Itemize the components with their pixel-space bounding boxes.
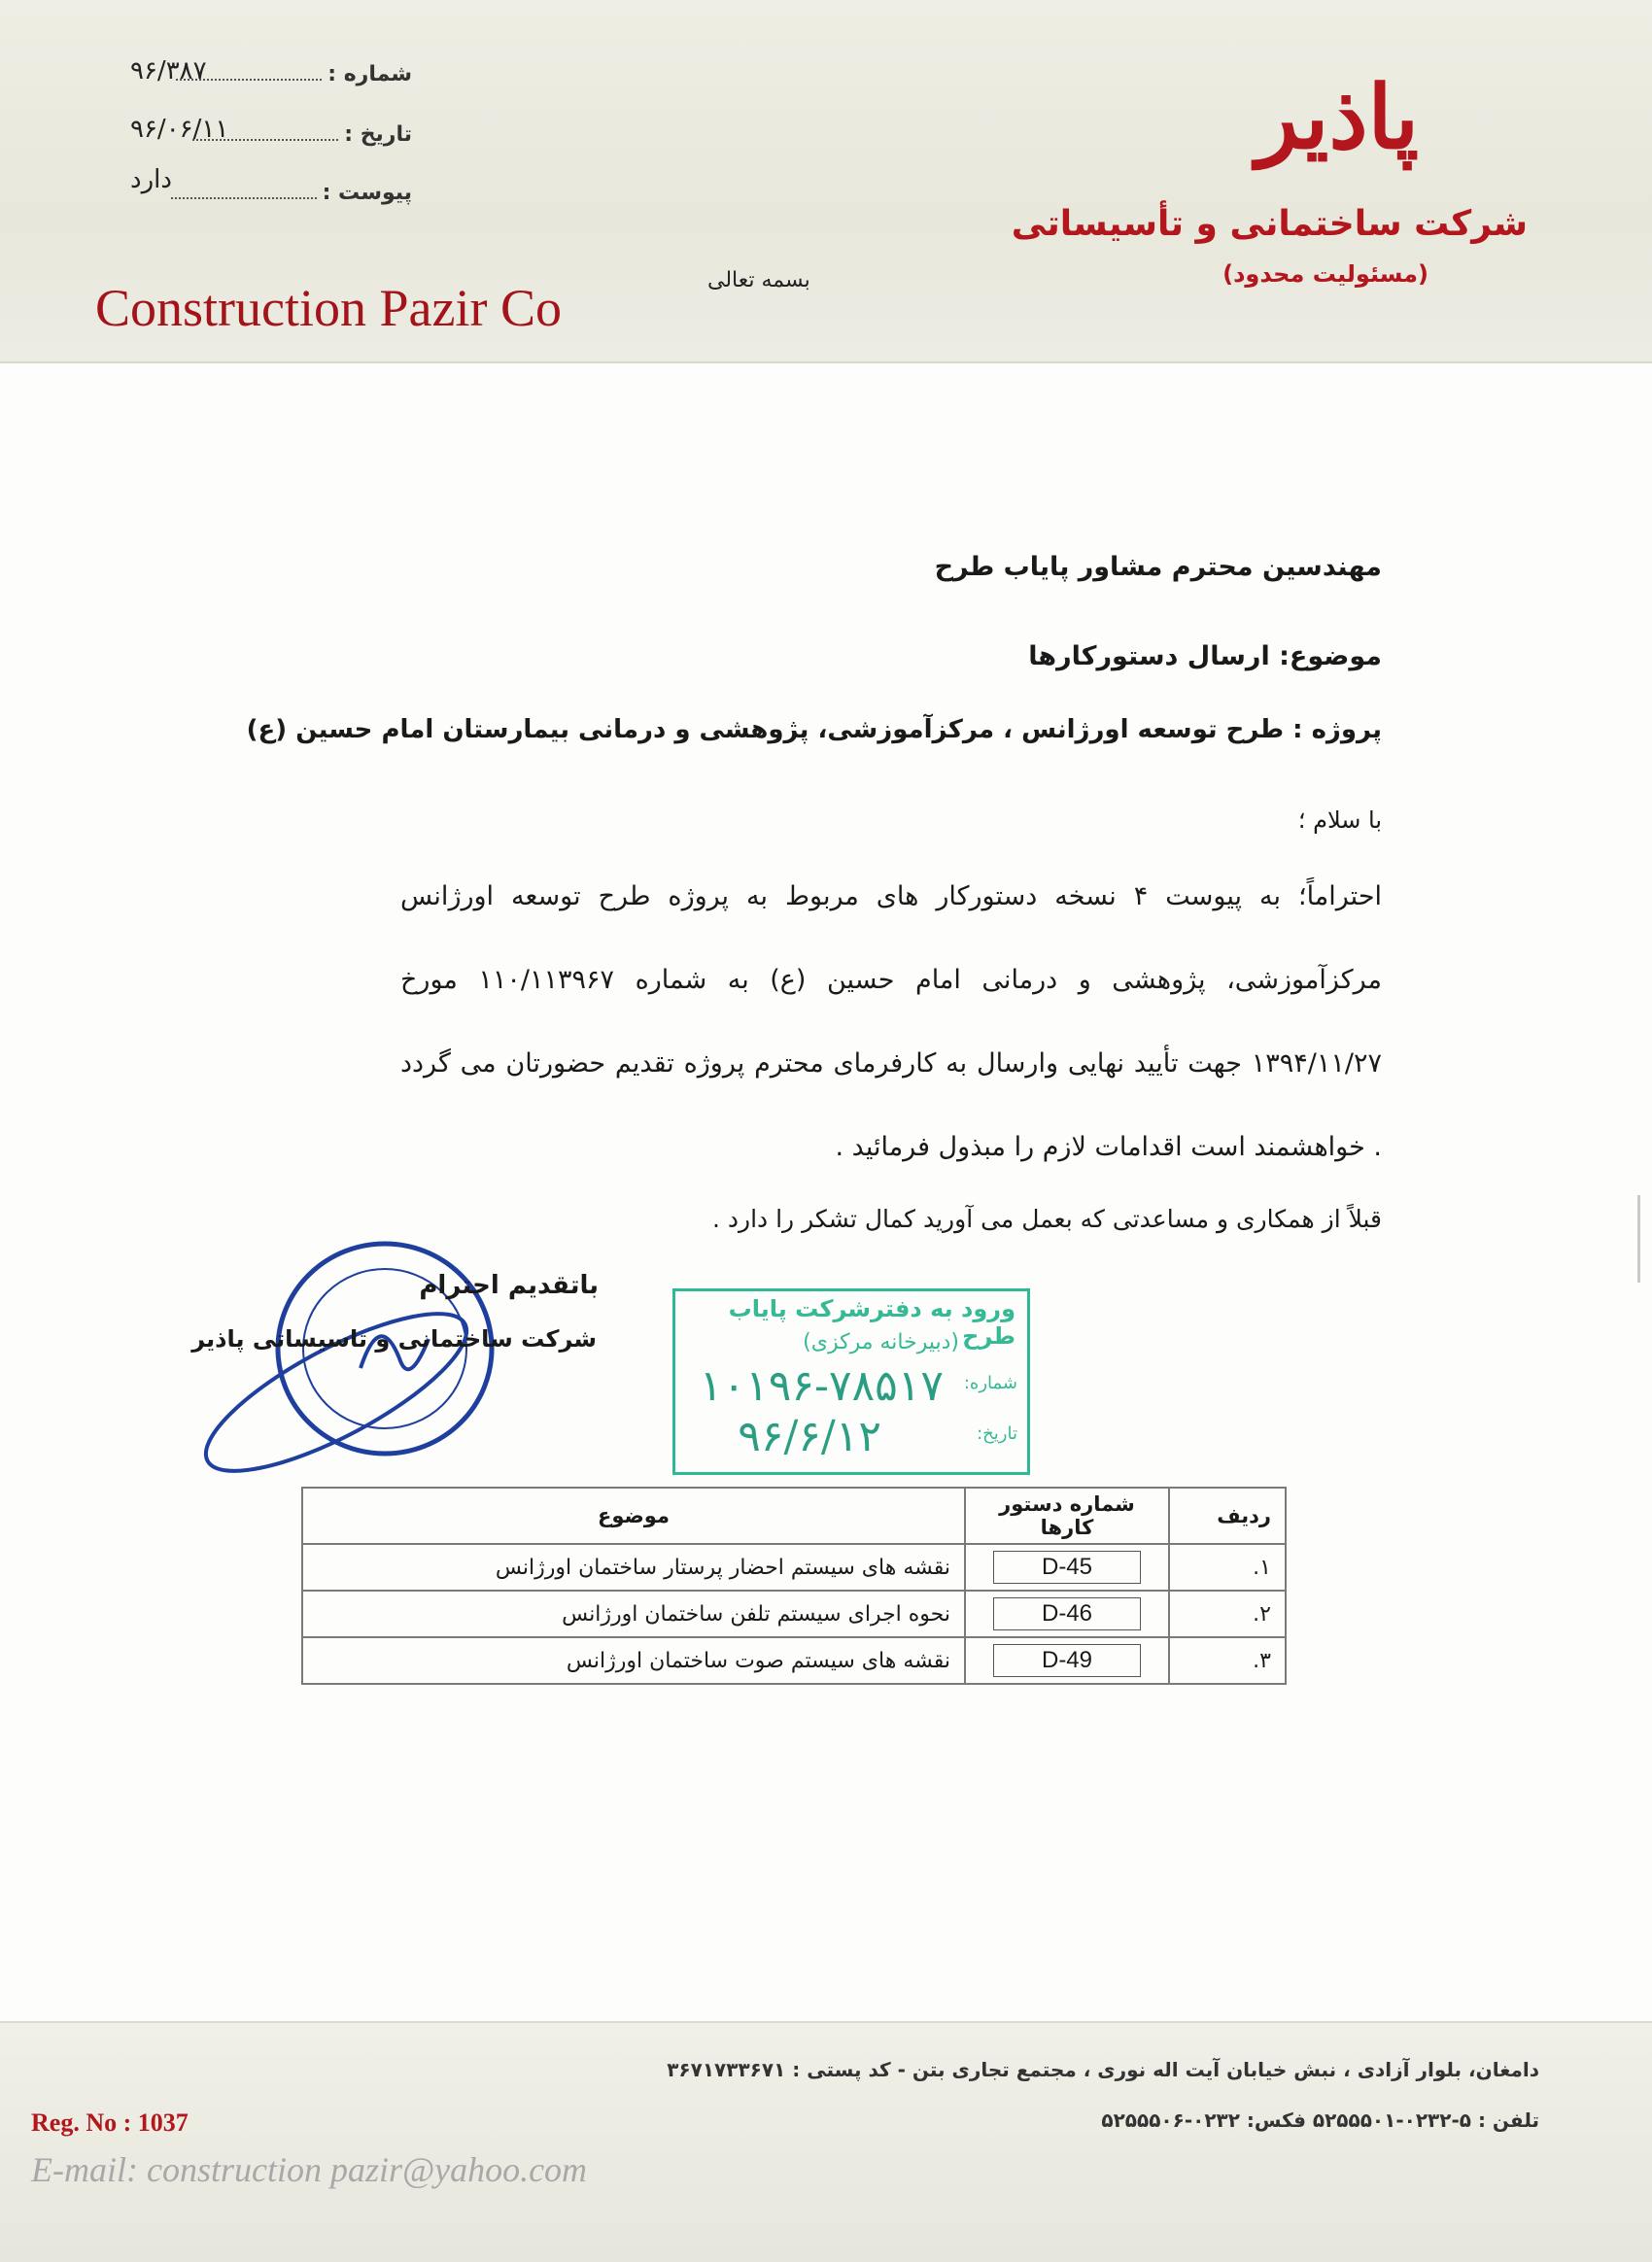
meta-attachment-value: دارد bbox=[130, 165, 172, 194]
company-name-en: Construction Pazir Co bbox=[95, 279, 562, 337]
meta-number-label: شماره : bbox=[327, 62, 412, 86]
meta-date-label: تاریخ : bbox=[344, 122, 412, 147]
header-row-number: ردیف bbox=[1169, 1488, 1286, 1544]
company-name-fa: شرکت ساختمانی و تأسیساتی bbox=[1011, 204, 1528, 244]
received-stamp bbox=[672, 1288, 1030, 1475]
signature-company: شرکت ساختمانی و تاسیساتی پاذیر bbox=[191, 1325, 597, 1353]
bismillah: بسمه تعالی bbox=[707, 268, 810, 292]
signature-stroke bbox=[190, 1285, 486, 1475]
meta-number-value: ۹۶/۳۸۷ bbox=[130, 56, 207, 86]
project-line: پروژه : طرح توسعه اورژانس ، مرکزآموزشی، پژوهشی و درمانی بیمارستان امام حسین (ع) bbox=[246, 715, 1382, 744]
received-stamp-date: ۹۶/۶/۱۲ bbox=[738, 1412, 881, 1461]
company-logo-fa: پاذیر bbox=[1256, 66, 1419, 169]
row-subject: نقشه های سیستم صوت ساختمان اورژانس bbox=[302, 1637, 965, 1684]
row-code: D-49 bbox=[993, 1644, 1141, 1677]
body-paragraph: احتراماً؛ به پیوست ۴ نسخه دستورکار های مربوط به پروژه طرح توسعه اورژانس مرکزآموزشی، پژوهشی و درمانی امام حسین (ع) به شماره ۱۱۰/۱۱۳۹۶۷ مورخ ۱۳۹۴/۱۱/۲۷ جهت تأیید نهایی وارسال به کارفرمای محترم پروژه تقدیم حضورتان می گردد . خواهشمند است اقدامات لازم را مبذول فرمائید . bbox=[400, 881, 1383, 1162]
regards-line: باتقدیم احترام bbox=[419, 1271, 599, 1300]
meta-attachment bbox=[165, 181, 412, 205]
row-number: ۱. bbox=[1169, 1544, 1286, 1591]
row-code-cell bbox=[965, 1544, 1169, 1591]
footer-email: E-mail: construction pazir@yahoo.com bbox=[31, 2150, 588, 2189]
received-stamp-date-label: تاریخ: bbox=[977, 1423, 1017, 1444]
scan-margin-mark bbox=[1637, 1195, 1640, 1283]
row-code: D-45 bbox=[993, 1551, 1141, 1584]
header-code: شماره دستور کارها bbox=[965, 1488, 1169, 1544]
footer-address: دامغان، بلوار آزادی ، نبش خیابان آیت اله نوری ، مجتمع تجاری بتن - کد پستی : ۳۶۷۱۷۳۳۶۷۱ bbox=[667, 2058, 1539, 2081]
dotted-line bbox=[171, 197, 317, 199]
table-row bbox=[302, 1544, 1286, 1591]
greeting: با سلام ؛ bbox=[1297, 806, 1382, 834]
received-stamp-number-label: شماره: bbox=[963, 1373, 1017, 1393]
row-code: D-46 bbox=[993, 1597, 1141, 1630]
row-number: ۲. bbox=[1169, 1591, 1286, 1637]
meta-attachment-label: پیوست : bbox=[322, 181, 412, 205]
header-subject: موضوع bbox=[302, 1488, 965, 1544]
row-subject: نحوه اجرای سیستم تلفن ساختمان اورژانس bbox=[302, 1591, 965, 1637]
table-row bbox=[302, 1637, 1286, 1684]
table-header-row bbox=[302, 1488, 1286, 1544]
meta-date-value: ۹۶/۰۶/۱۱ bbox=[130, 115, 229, 144]
registration-number: Reg. No : 1037 bbox=[31, 2108, 189, 2137]
row-number: ۳. bbox=[1169, 1637, 1286, 1684]
table-row bbox=[302, 1591, 1286, 1637]
work-orders-table bbox=[301, 1487, 1287, 1685]
received-stamp-number: ۱۰۱۹۶-۷۸۵۱۷ bbox=[699, 1361, 944, 1411]
closing-line: قبلاً از همکاری و مساعدتی که بعمل می آورید کمال تشکر را دارد . bbox=[711, 1205, 1382, 1233]
recipient: مهندسین محترم مشاور پایاب طرح bbox=[934, 552, 1382, 582]
footer-phone: تلفن : ۵-۰۲۳۲-۵۲۵۵۵۰۱ فکس: ۰۲۳۲-۵۲۵۵۵۰۶ bbox=[1101, 2108, 1539, 2132]
company-type: (مسئولیت محدود) bbox=[1222, 260, 1428, 288]
row-code-cell bbox=[965, 1637, 1169, 1684]
received-stamp-subtitle: (دبیرخانه مرکزی) bbox=[803, 1330, 959, 1354]
row-subject: نقشه های سیستم احضار پرستار ساختمان اورژانس bbox=[302, 1544, 965, 1591]
subject-line: موضوع: ارسال دستورکارها bbox=[1028, 641, 1382, 671]
row-code-cell bbox=[965, 1591, 1169, 1637]
received-stamp-title: ورود به دفترشرکت پایاب طرح bbox=[728, 1295, 1015, 1350]
